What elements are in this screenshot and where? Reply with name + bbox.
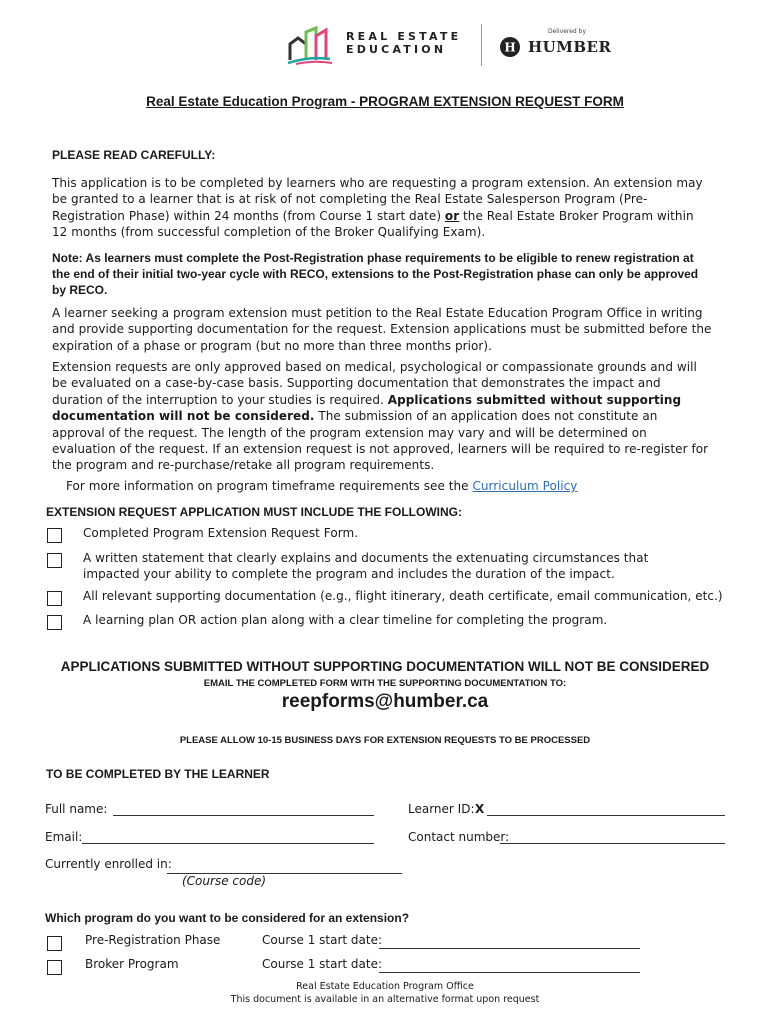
- footer-office: Real Estate Education Program Office: [296, 981, 474, 992]
- checklist-checkbox-4[interactable]: [47, 615, 62, 630]
- learner-section-heading: TO BE COMPLETED BY THE LEARNER: [46, 767, 270, 781]
- pre-registration-label: Pre-Registration Phase: [85, 933, 221, 947]
- course-code-hint: (Course code): [182, 874, 267, 888]
- svg-text:H: H: [504, 40, 516, 55]
- humber-wordmark: HUMBER: [528, 38, 612, 56]
- logo-line1: REAL ESTATE: [346, 30, 462, 43]
- intro-or: or: [444, 208, 460, 223]
- read-carefully-heading: PLEASE READ CAREFULLY:: [52, 148, 216, 162]
- broker-program-label: Broker Program: [85, 957, 179, 971]
- checklist-item-3: All relevant supporting documentation (e.g., flight itinerary, death certificate, email communication, etc.): [83, 589, 723, 603]
- email-field[interactable]: [82, 843, 374, 844]
- real-estate-education-logo: [286, 22, 476, 66]
- delivered-by-label: Delivered by: [548, 28, 586, 35]
- email-label: Email:: [45, 830, 83, 844]
- approval-bold: Applications submitted without supporting documentation will not be considered.: [52, 392, 682, 424]
- footer-alt-format: This document is available in an alternative format upon request: [230, 994, 540, 1005]
- submission-email[interactable]: reepforms@humber.ca: [281, 691, 489, 712]
- more-info-text: For more information on program timeframe requirements see the: [66, 479, 473, 493]
- learner-id-label: Learner ID:: [408, 802, 475, 816]
- checklist-item-4: A learning plan OR action plan along with a clear timeline for completing the program.: [83, 613, 608, 627]
- approval-text-b: The submission of an application does not constitute an approval of the request. The length of the program extension may vary and will be determined on evaluation of the request. If an extension request is not approved, learners will be required to re-register for the program and re-purchase/retake all program requirements.: [52, 409, 709, 473]
- checklist-item-2: A written statement that clearly explains and documents the extenuating circumstances that impacted your ability to complete the program and includes the duration of the impact.: [83, 551, 649, 582]
- logo-line2: EDUCATION: [346, 43, 447, 56]
- intro-text-b: the Real Estate Broker Program within 12 months (from successful completion of the Broker Qualifying Exam).: [52, 208, 694, 240]
- contact-number-field[interactable]: [500, 843, 725, 844]
- intro-paragraph: [52, 175, 712, 241]
- approval-text-a: Extension requests are only approved based on medical, psychological or compassionate grounds and will be evaluated on a case-by-case basis. Supporting documentation that demonstrates the impact and duration of the interruption to your studies is required.: [52, 360, 697, 407]
- more-info-line: [66, 478, 577, 494]
- humber-h-icon: [498, 36, 522, 58]
- pre-registration-start-label: Course 1 start date:: [262, 933, 383, 947]
- warning-heading: APPLICATIONS SUBMITTED WITHOUT SUPPORTING DOCUMENTATION WILL NOT BE CONSIDERED: [60, 659, 710, 674]
- must-include-heading: EXTENSION REQUEST APPLICATION MUST INCLUDE THE FOLLOWING:: [46, 505, 462, 519]
- processing-time-note: PLEASE ALLOW 10-15 BUSINESS DAYS FOR EXTENSION REQUESTS TO BE PROCESSED: [179, 735, 591, 746]
- broker-start-label: Course 1 start date:: [262, 957, 383, 971]
- full-name-field[interactable]: [113, 815, 374, 816]
- pre-registration-start-field[interactable]: [379, 948, 640, 949]
- learner-id-value: X: [475, 802, 485, 816]
- checklist-checkbox-3[interactable]: [47, 591, 62, 606]
- broker-start-field[interactable]: [379, 972, 640, 973]
- intro-text-a: This application is to be completed by learners who are requesting a program extension. An extension may be granted to a learner that is at risk of not completing the Real Estate Salesperson Program (Pre-Registration Phase) within 24 months (from Course 1 start date): [52, 176, 703, 223]
- email-instructions: EMAIL THE COMPLETED FORM WITH THE SUPPORTING DOCUMENTATION TO:: [203, 678, 567, 689]
- note-paragraph: Note: As learners must complete the Post-Registration phase requirements to be eligible to renew registration at the end of their initial two-year cycle with RECO, extensions to the Post-Registration phase can only be approved by RECO.: [52, 251, 699, 298]
- checklist-item-1: Completed Program Extension Request Form.: [83, 526, 359, 540]
- curriculum-policy-link[interactable]: Curriculum Policy: [472, 479, 578, 493]
- learner-id-field[interactable]: [487, 815, 725, 816]
- full-name-label: Full name:: [45, 802, 108, 816]
- logo-divider: [481, 24, 482, 66]
- approval-paragraph: [52, 359, 712, 474]
- contact-number-label: Contact number:: [408, 830, 510, 844]
- broker-program-checkbox[interactable]: [47, 960, 62, 975]
- page-title: Real Estate Education Program - PROGRAM EXTENSION REQUEST FORM: [146, 94, 624, 109]
- checklist-checkbox-1[interactable]: [47, 528, 62, 543]
- which-program-heading: Which program do you want to be considered for an extension?: [45, 911, 410, 925]
- pre-registration-checkbox[interactable]: [47, 936, 62, 951]
- buildings-icon: [286, 22, 342, 66]
- enrolled-label: Currently enrolled in:: [45, 857, 172, 871]
- checklist-checkbox-2[interactable]: [47, 553, 62, 568]
- humber-logo: [498, 28, 612, 62]
- petition-paragraph: A learner seeking a program extension must petition to the Real Estate Education Program Office in writing and provide supporting documentation for the request. Extension applications must be submitted before the expiration of a phase or program (but no more than three months prior).: [52, 306, 712, 353]
